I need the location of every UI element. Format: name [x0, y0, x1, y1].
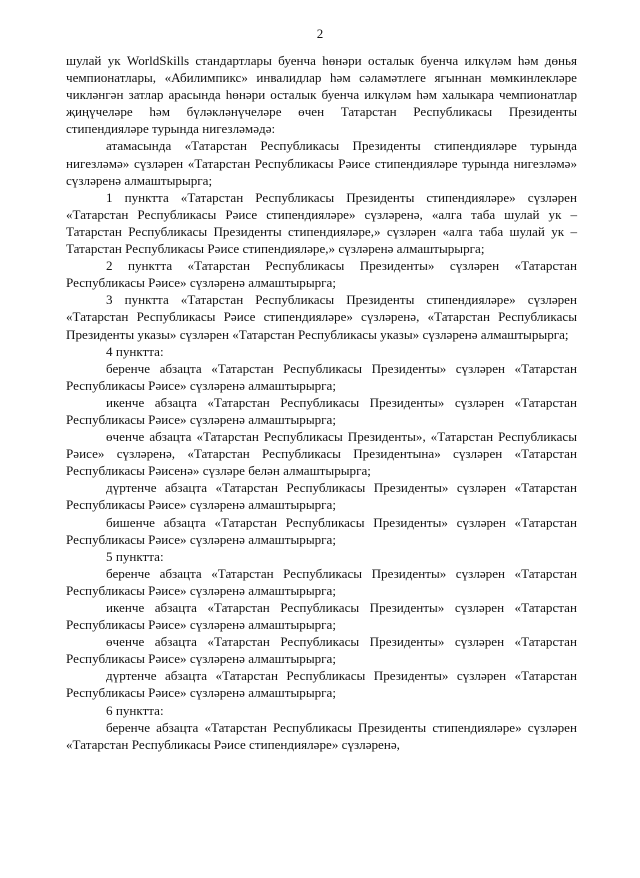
paragraph: 6 пунктта: — [106, 702, 164, 718]
paragraph: дүртенче абзацта «Татарстан Республикасы Президенты» сүзләрен «Татарстан Республикасы Рәисе» сүзләренә алмаштырырга; — [66, 480, 577, 513]
page-number: 2 — [316, 26, 324, 41]
paragraph: дүртенче абзацта «Татарстан Республикасы Президенты» сүзләрен «Татарстан Республикасы Рәисе» сүзләренә алмаштырырга; — [66, 668, 577, 701]
paragraph: өченче абзацта «Татарстан Республикасы Президенты» сүзләрен «Татарстан Республикасы Рәисе» сүзләренә алмаштырырга; — [66, 634, 577, 667]
paragraph: 3 пунктта «Татарстан Республикасы Президенты стипендияләре» сүзләрен «Татарстан Республикасы Рәисе стипендияләре» сүзләренә, «Татарстан Республикасы Президенты указы» сүзләрен «Татарстан Республикасы указы» сүзләренә алмаштырырга; — [66, 292, 577, 342]
paragraph: өченче абзацта «Татарстан Республикасы Президенты», «Татарстан Республикасы Рәисе» сүзләренә, «Татарстан Республикасы Президентына» сүзләрен «Татарстан Республикасы Рәисенә» сүзләре белән алмаштырырга; — [66, 429, 577, 479]
paragraph: шулай ук WorldSkills стандартлары буенча һөнәри осталык буенча илкүләм һәм дөнья чемпионатлары, «Абилимпикс» инвалидлар һәм сәламәтлеге ягыннан мөмкинлекләре чикләнгән затлар арасында һөнәри осталык буенча илкүләм һәм халыкара чемпионатлар җиңүчеләре һәм бүләкләнүчеләре өчен Татарстан Республикасы Президенты стипендияләре турында нигезләмәдә: — [66, 53, 577, 137]
paragraph: 5 пунктта: — [106, 548, 164, 564]
paragraph: икенче абзацта «Татарстан Республикасы Президенты» сүзләрен «Татарстан Республикасы Рәисе» сүзләренә алмаштырырга; — [66, 600, 577, 633]
paragraph: беренче абзацта «Татарстан Республикасы Президенты стипендияләре» сүзләрен «Татарстан Республикасы Рәисе стипендияләре» сүзләренә, — [66, 719, 577, 752]
paragraph: 1 пунктта «Татарстан Республикасы Президенты стипендияләре» сүзләрен «Татарстан Республикасы Рәисе стипендияләре» сүзләренә, «алга таба шулай ук – Татарстан Республикасы Президенты стипендияләре,» сүзләрен «алга таба шулай ук – Татарстан Республикасы Рәисе стипендияләре,» сүзләренә алмаштырырга; — [66, 189, 577, 257]
paragraph: беренче абзацта «Татарстан Республикасы Президенты» сүзләрен «Татарстан Республикасы Рәисе» сүзләренә алмаштырырга; — [66, 360, 577, 393]
paragraph: беренче абзацта «Татарстан Республикасы Президенты» сүзләрен «Татарстан Республикасы Рәисе» сүзләренә алмаштырырга; — [66, 565, 577, 598]
paragraph: бишенче абзацта «Татарстан Республикасы Президенты» сүзләрен «Татарстан Республикасы Рәисе» сүзләренә алмаштырырга; — [66, 514, 577, 547]
paragraph: атамасында «Татарстан Республикасы Президенты стипендияләре турында нигезләмә» сүзләрен «Татарстан Республикасы Рәисе стипендияләре турында нигезләмә» сүзләренә алмаштырырга; — [66, 138, 577, 188]
paragraph: 2 пунктта «Татарстан Республикасы Президенты» сүзләрен «Татарстан Республикасы Рәисе» сүзләренә алмаштырырга; — [66, 258, 577, 291]
paragraph: икенче абзацта «Татарстан Республикасы Президенты» сүзләрен «Татарстан Республикасы Рәисе» сүзләренә алмаштырырга; — [66, 394, 577, 427]
document-body — [66, 52, 577, 753]
paragraph: 4 пунктта: — [106, 343, 164, 359]
